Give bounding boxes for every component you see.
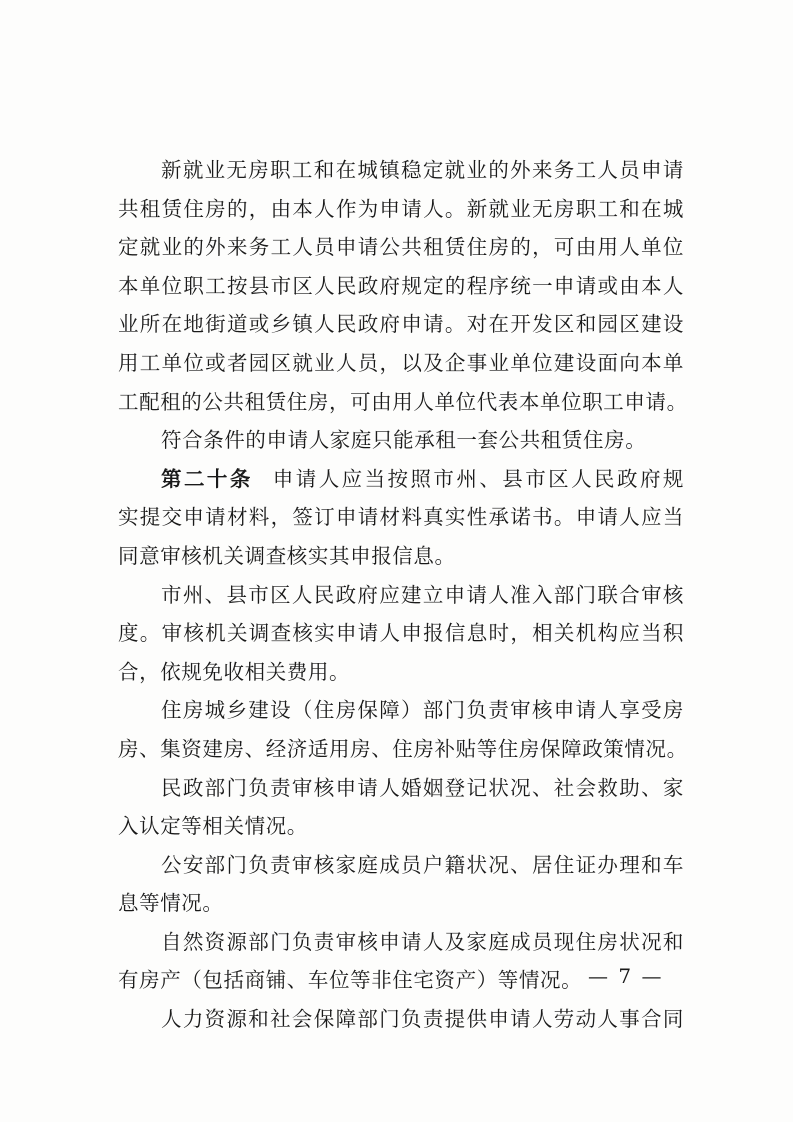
paragraph bbox=[118, 769, 684, 846]
paragraph bbox=[118, 691, 688, 768]
text-line: 业所在地街道或乡镇人民政府申请。对在开发区和园区建设 bbox=[118, 312, 684, 337]
article-paragraph bbox=[118, 460, 684, 576]
paragraph bbox=[118, 421, 684, 460]
text-line: 工配租的公共租赁住房，可由用人单位代表本单位职工申请。 bbox=[118, 389, 688, 414]
text-line: 用工单位或者园区就业人员，以及企事业单位建设面向本单 bbox=[118, 350, 684, 375]
text-line: 自然资源部门负责审核申请人及家庭成员现住房状况和 bbox=[161, 929, 684, 954]
paragraph bbox=[118, 576, 684, 692]
text-line: 有房产（包括商铺、车位等非住宅资产）等情况。 bbox=[118, 968, 583, 993]
text-line: 共租赁住房的，由本人作为申请人。新就业无房职工和在城 bbox=[118, 196, 684, 221]
article-text: 申请人应当按照市州、县市区人民政府规 bbox=[272, 466, 684, 491]
text-line: 同意审核机关调查核实其申报信息。 bbox=[118, 543, 456, 568]
text-line: 度。审核机关调查核实申请人申报信息时，相关机构应当积 bbox=[118, 621, 684, 646]
paragraph bbox=[118, 151, 688, 421]
article-number: 第二十条 bbox=[161, 466, 253, 491]
paragraph bbox=[118, 923, 684, 1000]
text-line: 住房城乡建设（住房保障）部门负责审核申请人享受房 bbox=[161, 698, 684, 723]
text-line: 市州、县市区人民政府应建立申请人准入部门联合审核 bbox=[161, 582, 684, 607]
text-line: 新就业无房职工和在城镇稳定就业的外来务工人员申请 bbox=[161, 158, 684, 182]
text-line: 入认定等相关情况。 bbox=[118, 814, 308, 839]
text-line: 人力资源和社会保障部门负责提供申请人劳动人事合同 bbox=[161, 1007, 684, 1032]
page-number: — 7 — bbox=[588, 964, 664, 988]
text-line: 符合条件的申请人家庭只能承租一套公共租赁住房。 bbox=[161, 428, 647, 453]
paragraph bbox=[118, 846, 684, 923]
text-line: 定就业的外来务工人员申请公共租赁住房的，可由用人单位 bbox=[118, 235, 684, 260]
text-line: 民政部门负责审核申请人婚姻登记状况、社会救助、家 bbox=[161, 775, 684, 800]
text-line: 房、集资建房、经济适用房、住房补贴等住房保障政策情况。 bbox=[118, 736, 688, 761]
text-line: 息等情况。 bbox=[118, 891, 224, 916]
text-line: 实提交申请材料，签订申请材料真实性承诺书。申请人应当 bbox=[118, 505, 684, 530]
text-line: 公安部门负责审核家庭成员户籍状况、居住证办理和车 bbox=[161, 852, 684, 877]
body-text bbox=[118, 151, 688, 1039]
text-line bbox=[118, 460, 684, 499]
text-line: 合，依规免收相关费用。 bbox=[118, 659, 351, 684]
text-line: 本单位职工按县市区人民政府规定的程序统一申请或由本人 bbox=[118, 273, 684, 298]
paragraph bbox=[118, 1000, 684, 1039]
